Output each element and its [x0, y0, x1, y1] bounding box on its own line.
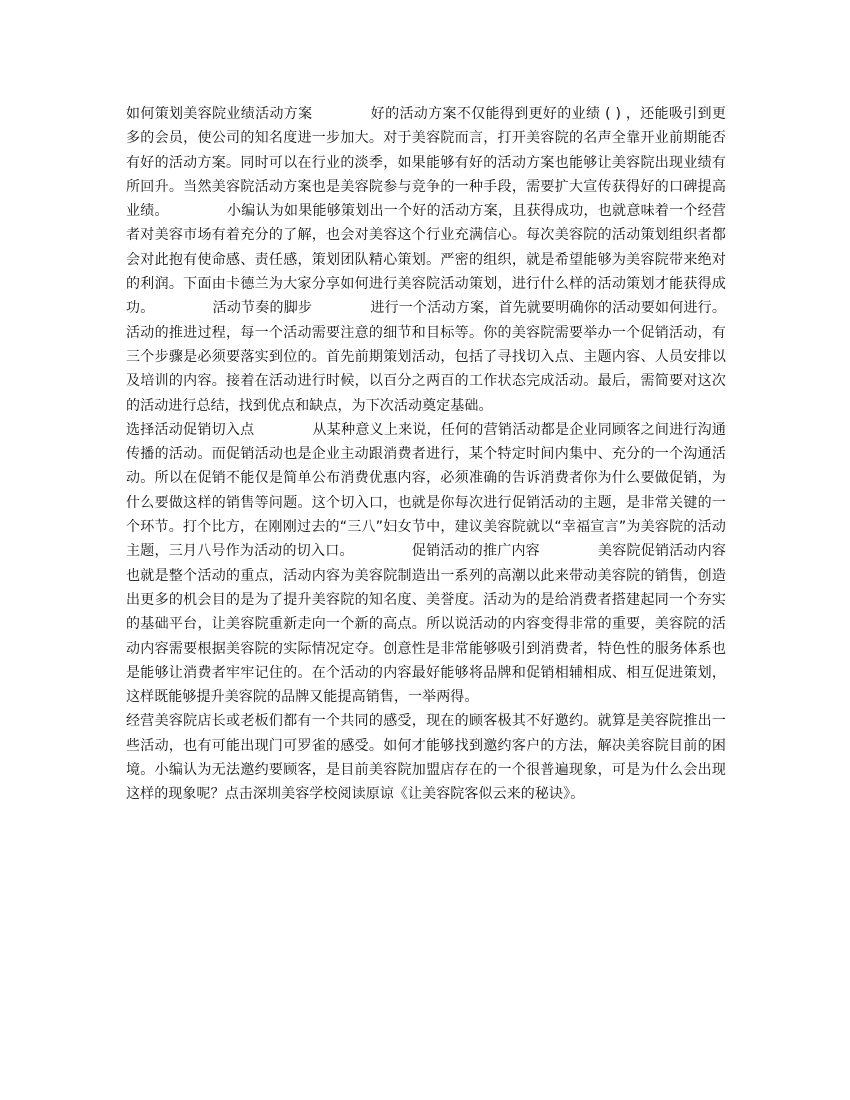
paragraph-text: 小编认为如果能够策划出一个好的活动方案，且获得成功，也就意味着一个经营者对美容市场有着充分的了解，也会对美容这个行业充满信心。每次美容院的活动策划组织者都会对此抱有使命感、责任感，策划团队精心策划。严密的组织，就是希望能够为美容院带来绝对的利润。下面由卡德兰为大家分享如何进行美容院活动策划，进行什么样的活动策划才能获得成功。 — [126, 203, 726, 317]
paragraph-text: 从某种意义上来说，任何的营销活动都是企业同顾客之间进行沟通传播的活动。而促销活动也是企业主动跟消费者进行，某个特定时间内集中、充分的一个沟通活动。所以在促销不能仅是简单公布消费优惠内容，必须准确的告诉消费者你为什么要做促销，为什么要做这样的销售等问题。这个切入口，也就是你每次进行促销活动的主题，是非常关键的一个环节。打个比方，在刚刚过去的“三八”妇女节中，建议美容院就以“幸福宣言”为美容院的活动主题，三月八号作为活动的切入口。 — [126, 421, 726, 560]
article-title: 如何策划美容院业绩活动方案 — [126, 106, 313, 122]
paragraph — [126, 709, 726, 806]
section-heading: 活动节奏的脚步 — [212, 300, 313, 317]
document-body — [126, 102, 726, 807]
paragraph — [126, 418, 726, 710]
section-heading: 选择活动促销切入点 — [126, 421, 255, 438]
paragraph-text: 进行一个活动方案，首先就要明确你的活动要如何进行。活动的推进过程，每一个活动需要注意的细节和目标等。你的美容院需要举办一个促销活动，有三个步骤是必须要落实到位的。首先前期策划活动，包括了寻找切入点、主题内容、人员安排以及培训的内容。接着在活动进行时候，以百分之两百的工作状态完成活动。最后，需简要对这次的活动进行总结，找到优点和缺点，为下次活动奠定基础。 — [126, 300, 726, 414]
paragraph — [126, 102, 726, 418]
paragraph-text: 经营美容院店长或老板们都有一个共同的感受，现在的顾客极其不好邀约。就算是美容院推出一些活动，也有可能出现门可罗雀的感受。如何才能够找到邀约客户的方法，解决美容院目前的困境。小编认为无法邀约要顾客，是目前美容院加盟店存在的一个很普遍现象，可是为什么会出现这样的现象呢？点击深圳美容学校阅读原谅《让美容院客似云来的秘诀》。 — [126, 713, 726, 803]
section-heading: 促销活动的推广内容 — [411, 543, 540, 560]
paragraph-text: 美容院促销活动内容也就是整个活动的重点，活动内容为美容院制造出一系列的高潮以此来带动美容院的销售，创造出更多的机会目的是为了提升美容院的知名度、美誉度。活动为的是给消费者搭建起同一个夯实的基础平台，让美容院重新走向一个新的高点。所以说活动的内容变得非常的重要，美容院的活动内容需要根据美容院的实际情况定夺。创意性是非常能够吸引到消费者，特色性的服务体系也是能够让消费者牢牢记住的。在个活动的内容最好能够将品牌和促销相辅相成、相互促进策划，这样既能够提升美容院的品牌又能提高销售，一举两得。 — [126, 543, 726, 706]
paragraph-text: 好的活动方案不仅能得到更好的业绩 ( ) ，还能吸引到更多的会员，使公司的知名度进一步加大。对于美容院而言，打开美容院的名声全靠开业前期能否有好的活动方案。同时可以在行业的淡季，如果能够有好的活动方案也能够让美容院出现业绩有所回升。当然美容院活动方案也是美容院参与竞争的一种手段，需要扩大宣传获得好的口碑提高业绩。 — [126, 106, 726, 220]
